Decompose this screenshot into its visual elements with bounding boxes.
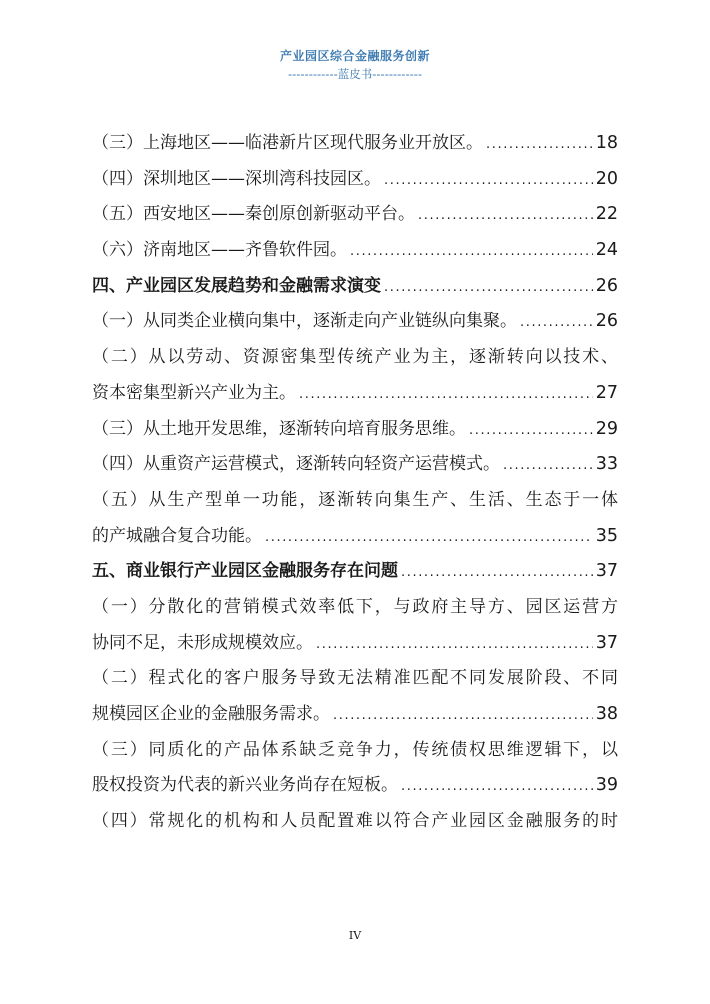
header-subtitle: ------------蓝皮书------------ bbox=[287, 67, 423, 81]
toc-section-entry[interactable] bbox=[92, 126, 618, 162]
dot-leader bbox=[384, 163, 593, 199]
toc-entry-text: （三）从土地开发思维，逐渐转向培育服务思维。 bbox=[92, 418, 466, 439]
toc-page-number: 35 bbox=[595, 525, 618, 546]
table-of-contents bbox=[92, 126, 618, 840]
toc-entry-text: （四）常规化的机构和人员配置难以符合产业园区金融服务的时 bbox=[92, 811, 618, 832]
dot-leader bbox=[384, 270, 593, 306]
toc-page-number: 27 bbox=[595, 382, 618, 403]
dot-leader bbox=[401, 555, 593, 591]
toc-section-entry[interactable] bbox=[92, 804, 618, 840]
toc-section-entry[interactable] bbox=[92, 412, 618, 448]
dot-leader bbox=[469, 413, 593, 449]
toc-entry-text: 四、产业园区发展趋势和金融需求演变 bbox=[92, 275, 381, 296]
toc-page-number: 33 bbox=[595, 454, 618, 475]
dot-leader bbox=[316, 627, 593, 663]
toc-page-number: 24 bbox=[595, 240, 618, 261]
toc-entry-text: （四）深圳地区——深圳湾科技园区。 bbox=[92, 168, 381, 189]
toc-entry-text: 规模园区企业的金融服务需求。 bbox=[92, 704, 330, 724]
dot-leader bbox=[299, 377, 593, 413]
dot-leader bbox=[350, 234, 593, 270]
toc-page-number: 26 bbox=[595, 275, 618, 296]
toc-section-entry[interactable] bbox=[92, 304, 618, 340]
toc-page-number: 37 bbox=[595, 632, 618, 653]
toc-entry-text: 资本密集型新兴产业为主。 bbox=[92, 382, 296, 403]
toc-page-number: 20 bbox=[595, 168, 618, 189]
toc-section-entry[interactable] bbox=[92, 197, 618, 233]
dot-leader bbox=[401, 769, 593, 805]
toc-chapter-entry[interactable] bbox=[92, 554, 618, 590]
toc-entry-text: 协同不足，未形成规模效应。 bbox=[92, 632, 313, 653]
toc-page-number: 37 bbox=[595, 561, 618, 582]
toc-page-number: 29 bbox=[595, 418, 618, 439]
toc-page-number: 39 bbox=[595, 775, 618, 796]
toc-entry-text: （二）从以劳动、资源密集型传统产业为主，逐渐转向以技术、 bbox=[92, 347, 618, 368]
toc-page-number: 26 bbox=[595, 311, 618, 332]
dot-leader bbox=[418, 198, 593, 234]
toc-page-number: 18 bbox=[595, 133, 618, 153]
toc-entry-text: （一）分散化的营销模式效率低下，与政府主导方、园区运营方 bbox=[92, 596, 618, 617]
toc-entry-text: （三）同质化的产品体系缺乏竞争力，传统债权思维逻辑下，以 bbox=[92, 739, 618, 760]
toc-chapter-entry[interactable] bbox=[92, 269, 618, 305]
toc-section-entry[interactable] bbox=[92, 447, 618, 483]
toc-entry-text: （一）从同类企业横向集中，逐渐走向产业链纵向集聚。 bbox=[92, 311, 517, 332]
toc-entry-text: 的产城融合复合功能。 bbox=[92, 525, 262, 546]
dot-leader bbox=[503, 448, 593, 484]
toc-section-entry[interactable] bbox=[92, 590, 618, 661]
toc-section-entry[interactable] bbox=[92, 233, 618, 269]
toc-entry-text: （五）西安地区——秦创原创新驱动平台。 bbox=[92, 204, 415, 225]
toc-section-entry[interactable] bbox=[92, 340, 618, 411]
toc-entry-text: （二）程式化的客户服务导致无法精准匹配不同发展阶段、不同 bbox=[92, 668, 618, 689]
toc-section-entry[interactable] bbox=[92, 733, 618, 804]
toc-entry-text: 股权投资为代表的新兴业务尚存在短板。 bbox=[92, 775, 398, 796]
toc-page-number: 38 bbox=[595, 704, 618, 724]
toc-entry-text: （六）济南地区——齐鲁软件园。 bbox=[92, 240, 347, 261]
dot-leader bbox=[265, 520, 593, 556]
toc-section-entry[interactable] bbox=[92, 162, 618, 198]
page-number: IV bbox=[348, 929, 362, 942]
toc-page-number: 22 bbox=[595, 204, 618, 225]
toc-entry-text: （四）从重资产运营模式，逐渐转向轻资产运营模式。 bbox=[92, 454, 500, 475]
page-header bbox=[0, 48, 710, 82]
toc-entry-text: 五、商业银行产业园区金融服务存在问题 bbox=[92, 561, 398, 582]
toc-section-entry[interactable] bbox=[92, 661, 618, 732]
toc-entry-text: （五）从生产型单一功能，逐渐转向集生产、生活、生态于一体 bbox=[92, 489, 618, 510]
dot-leader bbox=[333, 698, 593, 734]
dot-leader bbox=[520, 305, 593, 341]
toc-entry-text: （三）上海地区——临港新片区现代服务业开放区。 bbox=[92, 133, 483, 153]
header-title: 产业园区综合金融服务创新 bbox=[279, 49, 430, 63]
dot-leader bbox=[486, 127, 593, 163]
toc-section-entry[interactable] bbox=[92, 483, 618, 554]
